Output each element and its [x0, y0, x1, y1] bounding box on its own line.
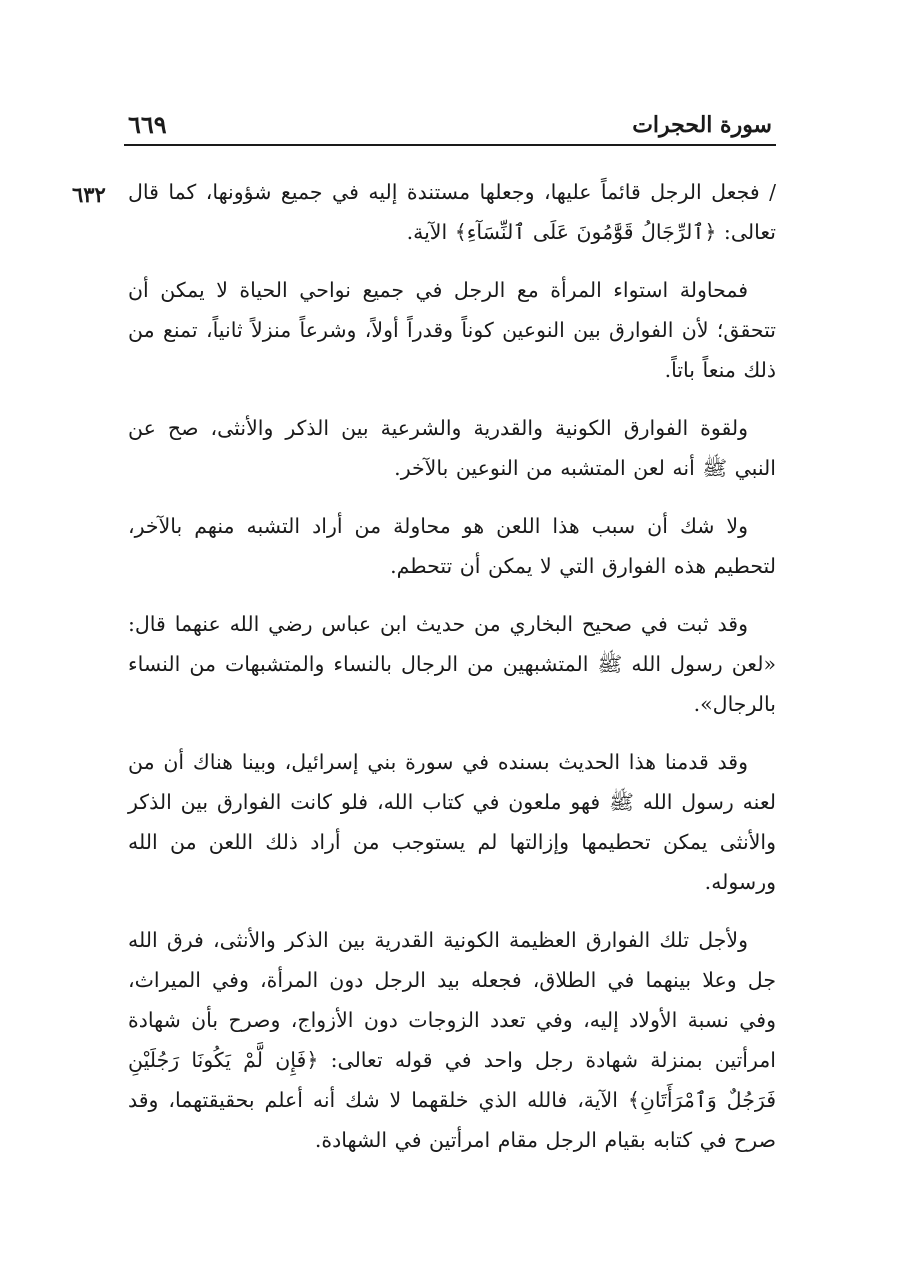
- running-header: [124, 100, 776, 146]
- margin-page-reference: ٦٣٢: [72, 182, 106, 207]
- page-number: ٦٦٩: [128, 110, 167, 139]
- surah-title: سورة الحجرات: [632, 112, 772, 138]
- paragraph: فمحاولة استواء المرأة مع الرجل في جميع نواحي الحياة لا يمكن أن تتحقق؛ لأن الفوارق بين النوعين كوناً وقدراً أولاً، وشرعاً منزلاً ثانياً، تمنع من ذلك منعاً باتاً.: [128, 278, 776, 382]
- paragraph: وقد ثبت في صحيح البخاري من حديث ابن عباس رضي الله عنهما قال: «لعن رسول الله ﷺ المتشبهين من الرجال بالنساء والمتشبهات من النساء بالرجال».: [128, 612, 776, 716]
- paragraph: ولا شك أن سبب هذا اللعن هو محاولة من أراد التشبه منهم بالآخر، لتحطيم هذه الفوارق التي لا يمكن أن تتحطم.: [128, 514, 776, 578]
- body-text: [128, 172, 776, 1160]
- paragraph: / فجعل الرجل قائماً عليها، وجعلها مستندة إليه في جميع شؤونها، كما قال تعالى: ﴿ٱلرِّجَالُ قَوَّٰمُونَ عَلَى ٱلنِّسَآءِ﴾ الآية.: [128, 180, 776, 244]
- paragraph: ولأجل تلك الفوارق العظيمة الكونية القدرية بين الذكر والأنثى، فرق الله جل وعلا بينهما في الطلاق، فجعله بيد الرجل دون المرأة، وفي الميراث، وفي نسبة الأولاد إليه، وفي تعدد الزوجات دون الأزواج، وصرح بأن شهادة امرأتين بمنزلة شهادة رجل واحد في قوله تعالى: ﴿فَإِن لَّمْ يَكُونَا رَجُلَيْنِ فَرَجُلٌ وَٱمْرَأَتَانِ﴾ الآية، فالله الذي خلقهما لا شك أنه أعلم بحقيقتهما، وقد صرح في كتابه بقيام الرجل مقام امرأتين في الشهادة.: [128, 928, 776, 1152]
- paragraph: وقد قدمنا هذا الحديث بسنده في سورة بني إسرائيل، وبينا هناك أن من لعنه رسول الله ﷺ فهو ملعون في كتاب الله، فلو كانت الفوارق بين الذكر والأنثى يمكن تحطيمها وإزالتها لم يستوجب من أراد ذلك اللعن من الله ورسوله.: [128, 750, 776, 894]
- book-page: [72, 100, 776, 1178]
- paragraph: ولقوة الفوارق الكونية والقدرية والشرعية بين الذكر والأنثى، صح عن النبي ﷺ أنه لعن المتشبه من النوعين بالآخر.: [128, 416, 776, 480]
